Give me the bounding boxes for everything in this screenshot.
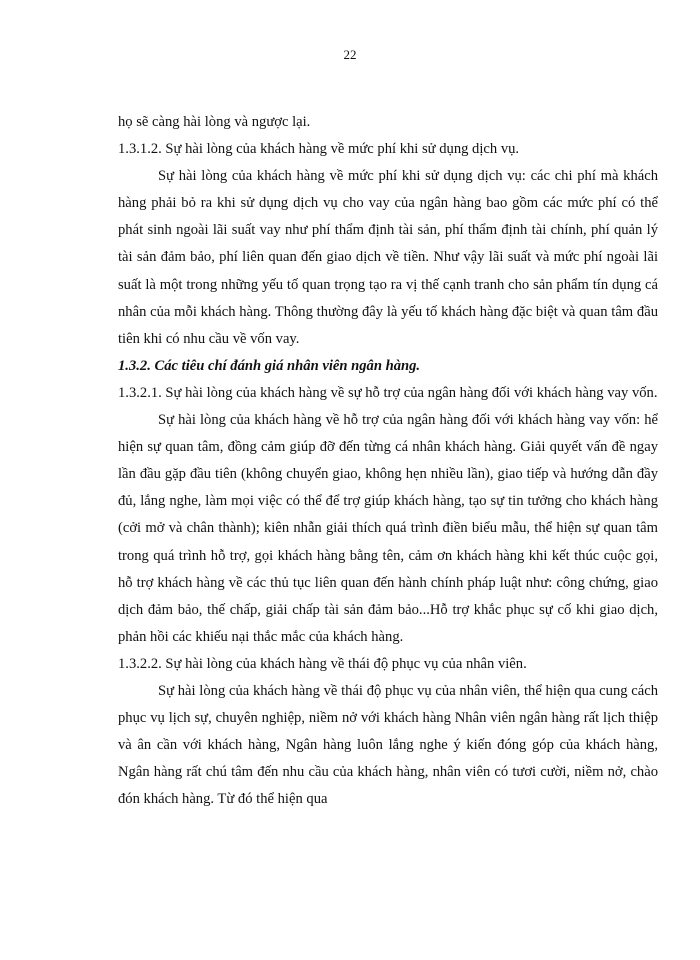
subheading-1-3-2-2: 1.3.2.2. Sự hài lòng của khách hàng về thái độ phục vụ của nhân viên. [118, 655, 527, 672]
paragraph-support: Sự hài lòng của khách hàng về hỗ trợ của ngân hàng đối với khách hàng vay vốn: hể hiện sự quan tâm, đồng cảm giúp đỡ đến từng cá nhân khách hàng. Giải quyết vấn đề ngay lần đầu gặp đầu tiên (không chuyển giao, không hẹn nhiều lần), giao tiếp và hướng dẫn đầy đủ, lắng nghe, làm mọi việc có thể để trợ giúp khách hàng, tạo sự tin tưởng cho khách hàng (cởi mở và chân thành); kiên nhẫn giải thích quá trình điền biểu mẫu, thể hiện sự quan tâm trong quá trình hỗ trợ, gọi khách hàng bằng tên, cảm ơn khách hàng khi kết thúc cuộc gọi, hỗ trợ khách hàng về các thủ tục liên quan đến hành chính pháp luật như: công chứng, giao dịch đảm bảo, thế chấp, giải chấp tài sản đảm bảo...Hỗ trợ khắc phục sự cố khi giao dịch, phản hồi các khiếu nại thắc mắc của khách hàng. [118, 412, 658, 645]
subheading-1-3-2-1: 1.3.2.1. Sự hài lòng của khách hàng về sự hỗ trợ của ngân hàng đối với khách hàng vay vốn. [118, 384, 658, 401]
document-body [118, 109, 658, 813]
section-heading-1-3-2: 1.3.2. Các tiêu chí đánh giá nhân viên ngân hàng. [118, 357, 421, 374]
paragraph-fees: Sự hài lòng của khách hàng về mức phí khi sử dụng dịch vụ: các chi phí mà khách hàng phải bỏ ra khi sử dụng dịch vụ cho vay của ngân hàng bao gồm các mức phí có thể phát sinh ngoài lãi suất vay như phí thẩm định tài sản, phí thẩm định tài chính, phí quản lý tài sản đảm bảo, phí liên quan đến giao dịch về tiền. Như vậy lãi suất và mức phí ngoài lãi suất là một trong những yếu tố quan trọng tạo ra vị thế cạnh tranh cho sản phẩm tín dụng cá nhân của mỗi khách hàng. Thông thường đây là yếu tố khách hàng đặc biệt và quan tâm đầu tiên khi có nhu cầu về vốn vay. [118, 168, 658, 347]
subheading-1-3-1-2: 1.3.1.2. Sự hài lòng của khách hàng về mức phí khi sử dụng dịch vụ. [118, 141, 520, 158]
paragraph-continuation: họ sẽ càng hài lòng và ngược lại. [118, 114, 311, 130]
page-number: 22 [343, 47, 357, 62]
paragraph-attitude: Sự hài lòng của khách hàng về thái độ phục vụ của nhân viên, thể hiện qua cung cách phục vụ lịch sự, chuyên nghiệp, niềm nở với khách hàng Nhân viên ngân hàng rất lịch thiệp và ân cần với khách hàng, Ngân hàng luôn lắng nghe ý kiến đóng góp của khách hàng, Ngân hàng rất chú tâm đến nhu cầu của khách hàng, nhân viên có tươi cười, niềm nở, chào đón khách hàng. Từ đó thể hiện qua [118, 682, 658, 808]
